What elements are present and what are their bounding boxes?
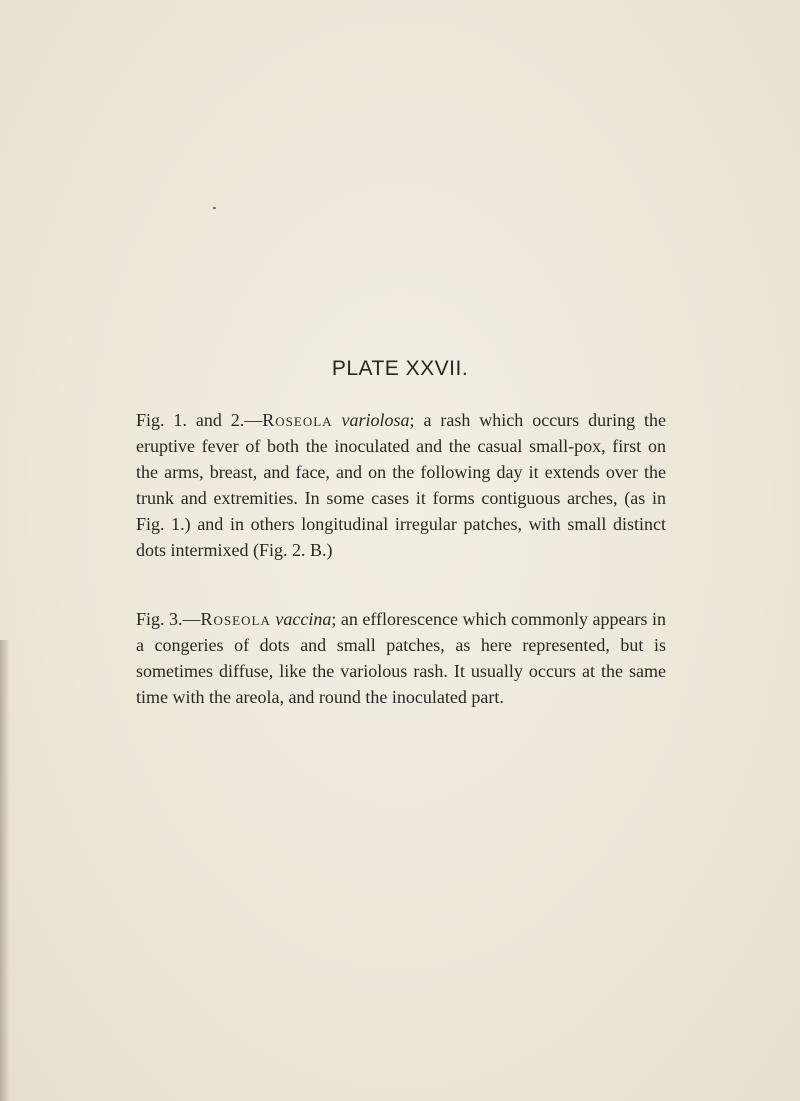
paper-speck <box>213 207 216 209</box>
genus-name: Roseola <box>262 410 333 430</box>
page-edge-shadow <box>0 640 10 1101</box>
plate-title: PLATE XXVII. <box>331 357 469 380</box>
figure-reference: Fig. 1. and 2.— <box>136 410 263 430</box>
paragraph-fig-1-2 <box>136 407 666 563</box>
description-text: ; an efflorescence which commonly appears in a congeries of dots and small patches, as here represented, but is sometimes diffuse, like the variolous rash. It usually occurs at the same time with the areola, and round the inoculated part. <box>136 609 667 707</box>
species-name: variolosa <box>341 410 410 430</box>
genus-name: Roseola <box>200 609 271 629</box>
figure-reference: Fig. 3.— <box>136 609 201 629</box>
paragraph-fig-3 <box>136 606 666 710</box>
description-text: ; a rash which occurs during the eruptive fever of both the inoculated and the casual small-pox, first on the arms, breast, and face, and on the following day it extends over the trunk and extremities. In some cases it forms contiguous arches, (as in Fig. 1.) and in others longitudinal irregular patches, with small distinct dots intermixed (Fig. 2. B.) <box>136 410 667 560</box>
species-name: vaccina <box>275 609 332 629</box>
